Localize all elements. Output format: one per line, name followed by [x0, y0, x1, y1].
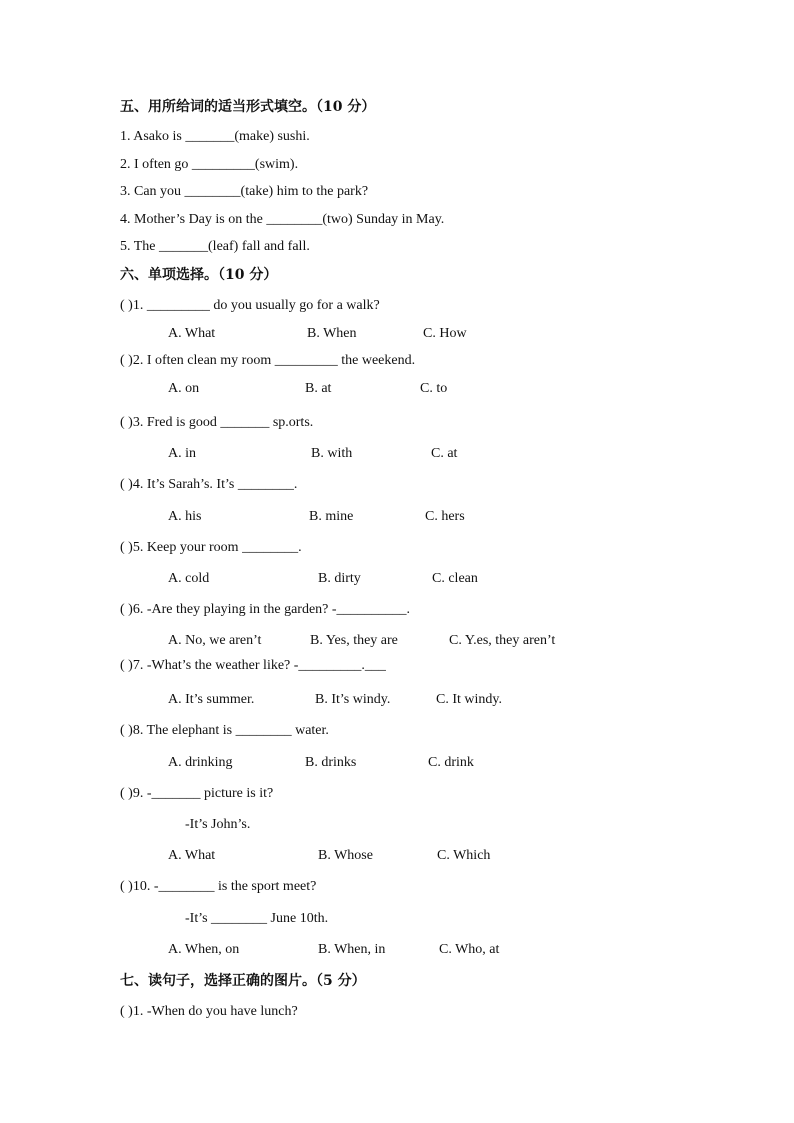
choice-question-4: ( )4. It’s Sarah’s. It’s ________.: [120, 477, 298, 492]
choice-question-6: ( )6. -Are they playing in the garden? -__________.: [120, 602, 411, 617]
q9-option-c: C. Which: [437, 848, 491, 863]
q4-option-b: B. mine: [309, 509, 354, 524]
q8-option-a: A. drinking: [168, 755, 233, 770]
q7-option-c: C. It windy.: [436, 692, 502, 707]
choice-question-10: ( )10. -________ is the sport meet?: [120, 879, 317, 894]
choice-question-8: ( )8. The elephant is ________ water.: [120, 723, 329, 738]
choice-question-9: ( )9. -_______ picture is it?: [120, 786, 274, 801]
q5-option-a: A. cold: [168, 571, 210, 586]
q6-option-b: B. Yes, they are: [310, 633, 398, 648]
q6-option-a: A. No, we aren’t: [168, 633, 262, 648]
section-seven-heading: 七、读句子，选择正确的图片。（5 分）: [120, 973, 366, 989]
q10-response: -It’s ________ June 10th.: [185, 911, 329, 926]
q1-option-a: A. What: [168, 326, 216, 341]
fill-item-3: 3. Can you ________(take) him to the park?: [120, 184, 369, 199]
q3-option-c: C. at: [431, 446, 458, 461]
q1-option-b: B. When: [307, 326, 357, 341]
section-six-heading: 六、单项选择。（10 分）: [120, 267, 278, 283]
q7-option-a: A. It’s summer.: [168, 692, 255, 707]
q9-option-a: A. What: [168, 848, 216, 863]
fill-item-2: 2. I often go _________(swim).: [120, 157, 299, 172]
fill-item-4: 4. Mother’s Day is on the ________(two) Sunday in May.: [120, 212, 445, 227]
choice-question-2: ( )2. I often clean my room _________ the weekend.: [120, 353, 416, 368]
q7-option-b: B. It’s windy.: [315, 692, 391, 707]
picture-question-1: ( )1. -When do you have lunch?: [120, 1004, 298, 1019]
q4-option-c: C. hers: [425, 509, 465, 524]
choice-question-7: ( )7. -What’s the weather like? -_________.___: [120, 658, 386, 673]
fill-item-1: 1. Asako is _______(make) sushi.: [120, 129, 310, 144]
q1-option-c: C. How: [423, 326, 467, 341]
q8-option-c: C. drink: [428, 755, 474, 770]
choice-question-5: ( )5. Keep your room ________.: [120, 540, 302, 555]
q8-option-b: B. drinks: [305, 755, 357, 770]
q5-option-c: C. clean: [432, 571, 478, 586]
q9-option-b: B. Whose: [318, 848, 373, 863]
q10-option-a: A. When, on: [168, 942, 240, 957]
q10-option-b: B. When, in: [318, 942, 386, 957]
q5-option-b: B. dirty: [318, 571, 361, 586]
choice-question-1: ( )1. _________ do you usually go for a walk?: [120, 298, 380, 313]
q2-option-a: A. on: [168, 381, 200, 396]
q10-option-c: C. Who, at: [439, 942, 500, 957]
q3-option-b: B. with: [311, 446, 353, 461]
fill-item-5: 5. The _______(leaf) fall and fall.: [120, 239, 310, 254]
q6-option-c: C. Y.es, they aren’t: [449, 633, 556, 648]
section-five-heading: 五、用所给词的适当形式填空。（10 分）: [120, 99, 376, 115]
q4-option-a: A. his: [168, 509, 202, 524]
q2-option-c: C. to: [420, 381, 448, 396]
q9-response: -It’s John’s.: [185, 817, 251, 832]
q3-option-a: A. in: [168, 446, 196, 461]
q2-option-b: B. at: [305, 381, 332, 396]
choice-question-3: ( )3. Fred is good _______ sp.orts.: [120, 415, 314, 430]
